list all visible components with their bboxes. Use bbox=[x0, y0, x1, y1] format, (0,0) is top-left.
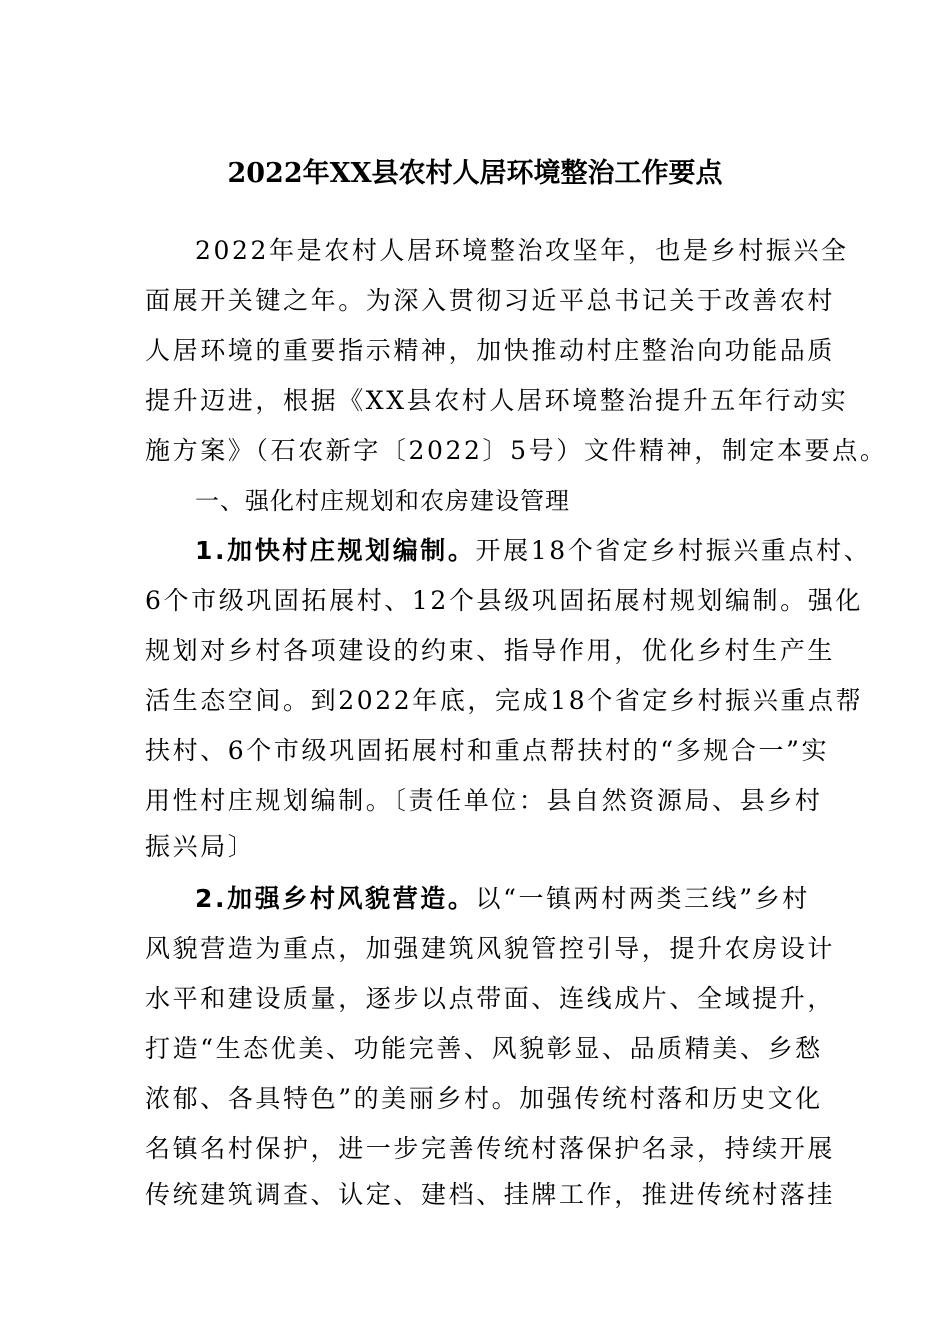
item-2-line-6: 名镇名村保护，进一步完善传统村落保护名录，持续开展 bbox=[145, 1134, 836, 1163]
item-1-line-7: 振兴局〕 bbox=[145, 832, 256, 861]
item-1-line-6: 用性村庄规划编制。〔责任单位：县自然资源局、县乡村 bbox=[145, 786, 823, 815]
intro-line-5: 施方案》（石农新字〔2022〕5号）文件精神，制定本要点。 bbox=[145, 436, 888, 465]
item-1-first-line: 开展18个省定乡村振兴重点村、 bbox=[475, 536, 872, 565]
item-1-line-1 bbox=[195, 526, 872, 576]
intro-line-2: 面展开关键之年。为深入贯彻习近平总书记关于改善农村 bbox=[145, 286, 836, 315]
item-2-line-1 bbox=[195, 874, 835, 924]
section-1-heading: 一、强化村庄规划和农房建设管理 bbox=[195, 487, 570, 515]
intro-line-1: 2022年是农村人居环境整治攻坚年，也是乡村振兴全 bbox=[195, 236, 849, 265]
intro-line-4: 提升迈进，根据《XX县农村人居环境整治提升五年行动实 bbox=[145, 386, 849, 415]
item-2-line-2: 风貌营造为重点，加强建筑风貌管控引导，提升农房设计 bbox=[145, 934, 836, 963]
item-1-lead: 1.加快村庄规划编制。 bbox=[195, 536, 476, 565]
item-2-line-7: 传统建筑调查、认定、建档、挂牌工作，推进传统村落挂 bbox=[145, 1180, 836, 1209]
item-1-line-2: 6个市级巩固拓展村、12个县级巩固拓展村规划编制。强化 bbox=[145, 586, 863, 615]
item-2-line-4: 打造“生态优美、功能完善、风貌彰显、品质精美、乡愁 bbox=[145, 1034, 823, 1063]
item-2-line-5: 浓郁、各具特色”的美丽乡村。加强传统村落和历史文化 bbox=[145, 1084, 823, 1113]
document-title: 2022年XX县农村人居环境整治工作要点 bbox=[227, 158, 723, 189]
item-2-first-line: 以“一镇两村两类三线”乡村 bbox=[475, 884, 810, 913]
item-1-line-3: 规划对乡村各项建设的约束、指导作用，优化乡村生产生 bbox=[145, 636, 836, 665]
item-1-line-5: 扶村、6个市级巩固拓展村和重点帮扶村的“多规合一”实 bbox=[145, 736, 830, 765]
item-1-line-4: 活生态空间。到2022年底，完成18个省定乡村振兴重点帮 bbox=[145, 686, 864, 715]
item-2-line-3: 水平和建设质量，逐步以点带面、连线成片、全域提升， bbox=[145, 984, 836, 1013]
intro-line-3: 人居环境的重要指示精神，加快推动村庄整治向功能品质 bbox=[145, 336, 836, 365]
item-2-lead: 2.加强乡村风貌营造。 bbox=[195, 884, 476, 913]
